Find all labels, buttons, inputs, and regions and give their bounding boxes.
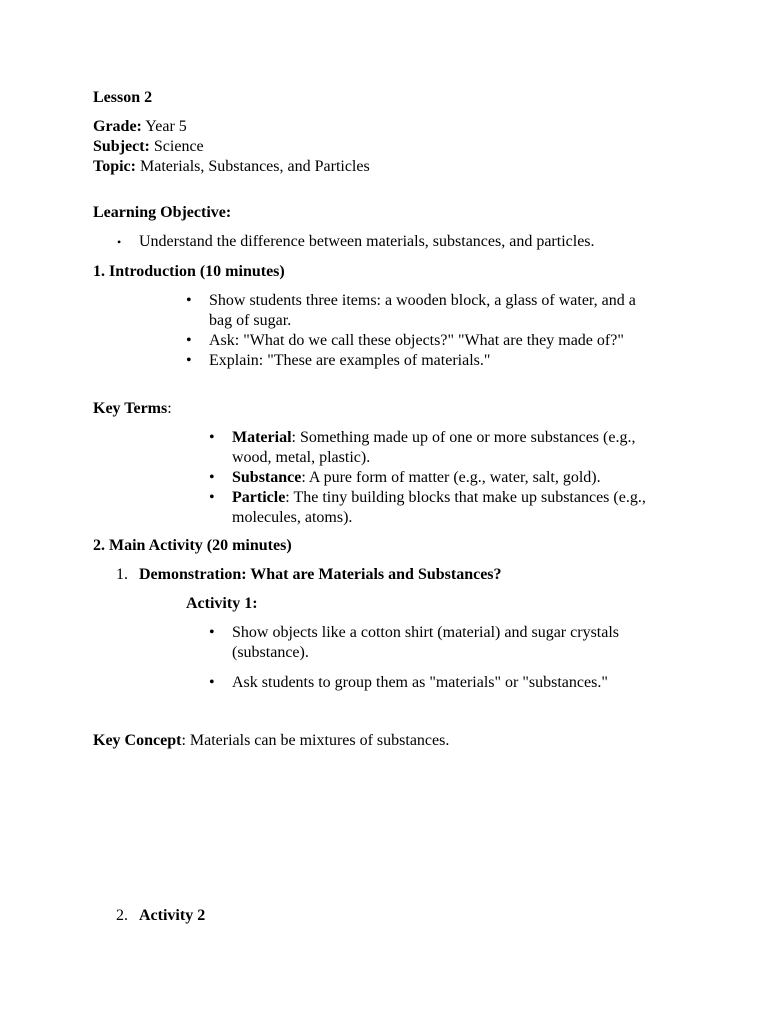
list-item: • Ask students to group them as "materials" or "substances." bbox=[232, 673, 682, 693]
list-item: • Material: Something made up of one or more substances (e.g., wood, metal, plastic). bbox=[232, 428, 672, 468]
list-item: • Understand the difference between materials, substances, and particles. bbox=[139, 232, 699, 252]
activity1-list bbox=[232, 623, 682, 693]
list-item: • Ask: "What do we call these objects?" "What are they made of?" bbox=[209, 331, 659, 351]
step-title: Demonstration: What are Materials and Substances? bbox=[139, 566, 502, 583]
objective-heading: Learning Objective: bbox=[93, 204, 232, 221]
list-item: • Show objects like a cotton shirt (material) and sugar crystals (substance). bbox=[232, 623, 682, 663]
key-terms-heading: Key Terms: bbox=[93, 400, 172, 417]
activity1-heading: Activity 1: bbox=[186, 595, 258, 612]
objective-list bbox=[139, 232, 699, 252]
key-concept: Key Concept: Materials can be mixtures of substances. bbox=[93, 732, 450, 749]
step-title: Activity 2 bbox=[139, 907, 206, 924]
step-2 bbox=[116, 906, 206, 926]
list-item: • Substance: A pure form of matter (e.g., water, salt, gold). bbox=[232, 468, 672, 488]
key-terms-list bbox=[232, 428, 672, 528]
grade-line: Grade: Year 5 bbox=[93, 118, 187, 135]
subject-line: Subject: Science bbox=[93, 138, 204, 155]
lesson-title: Lesson 2 bbox=[93, 89, 153, 106]
main-activity-heading: 2. Main Activity (20 minutes) bbox=[93, 537, 292, 554]
list-item: • Particle: The tiny building blocks that make up substances (e.g., molecules, atoms). bbox=[232, 488, 672, 528]
list-item: • Show students three items: a wooden block, a glass of water, and a bag of sugar. bbox=[209, 291, 659, 331]
intro-list bbox=[209, 291, 659, 371]
topic-line: Topic: Materials, Substances, and Particles bbox=[93, 158, 370, 175]
step-number: 1. bbox=[116, 566, 128, 583]
intro-heading: 1. Introduction (10 minutes) bbox=[93, 263, 285, 280]
list-item: • Explain: "These are examples of materials." bbox=[209, 351, 659, 371]
step-number: 2. bbox=[116, 907, 128, 924]
step-1 bbox=[116, 565, 502, 585]
